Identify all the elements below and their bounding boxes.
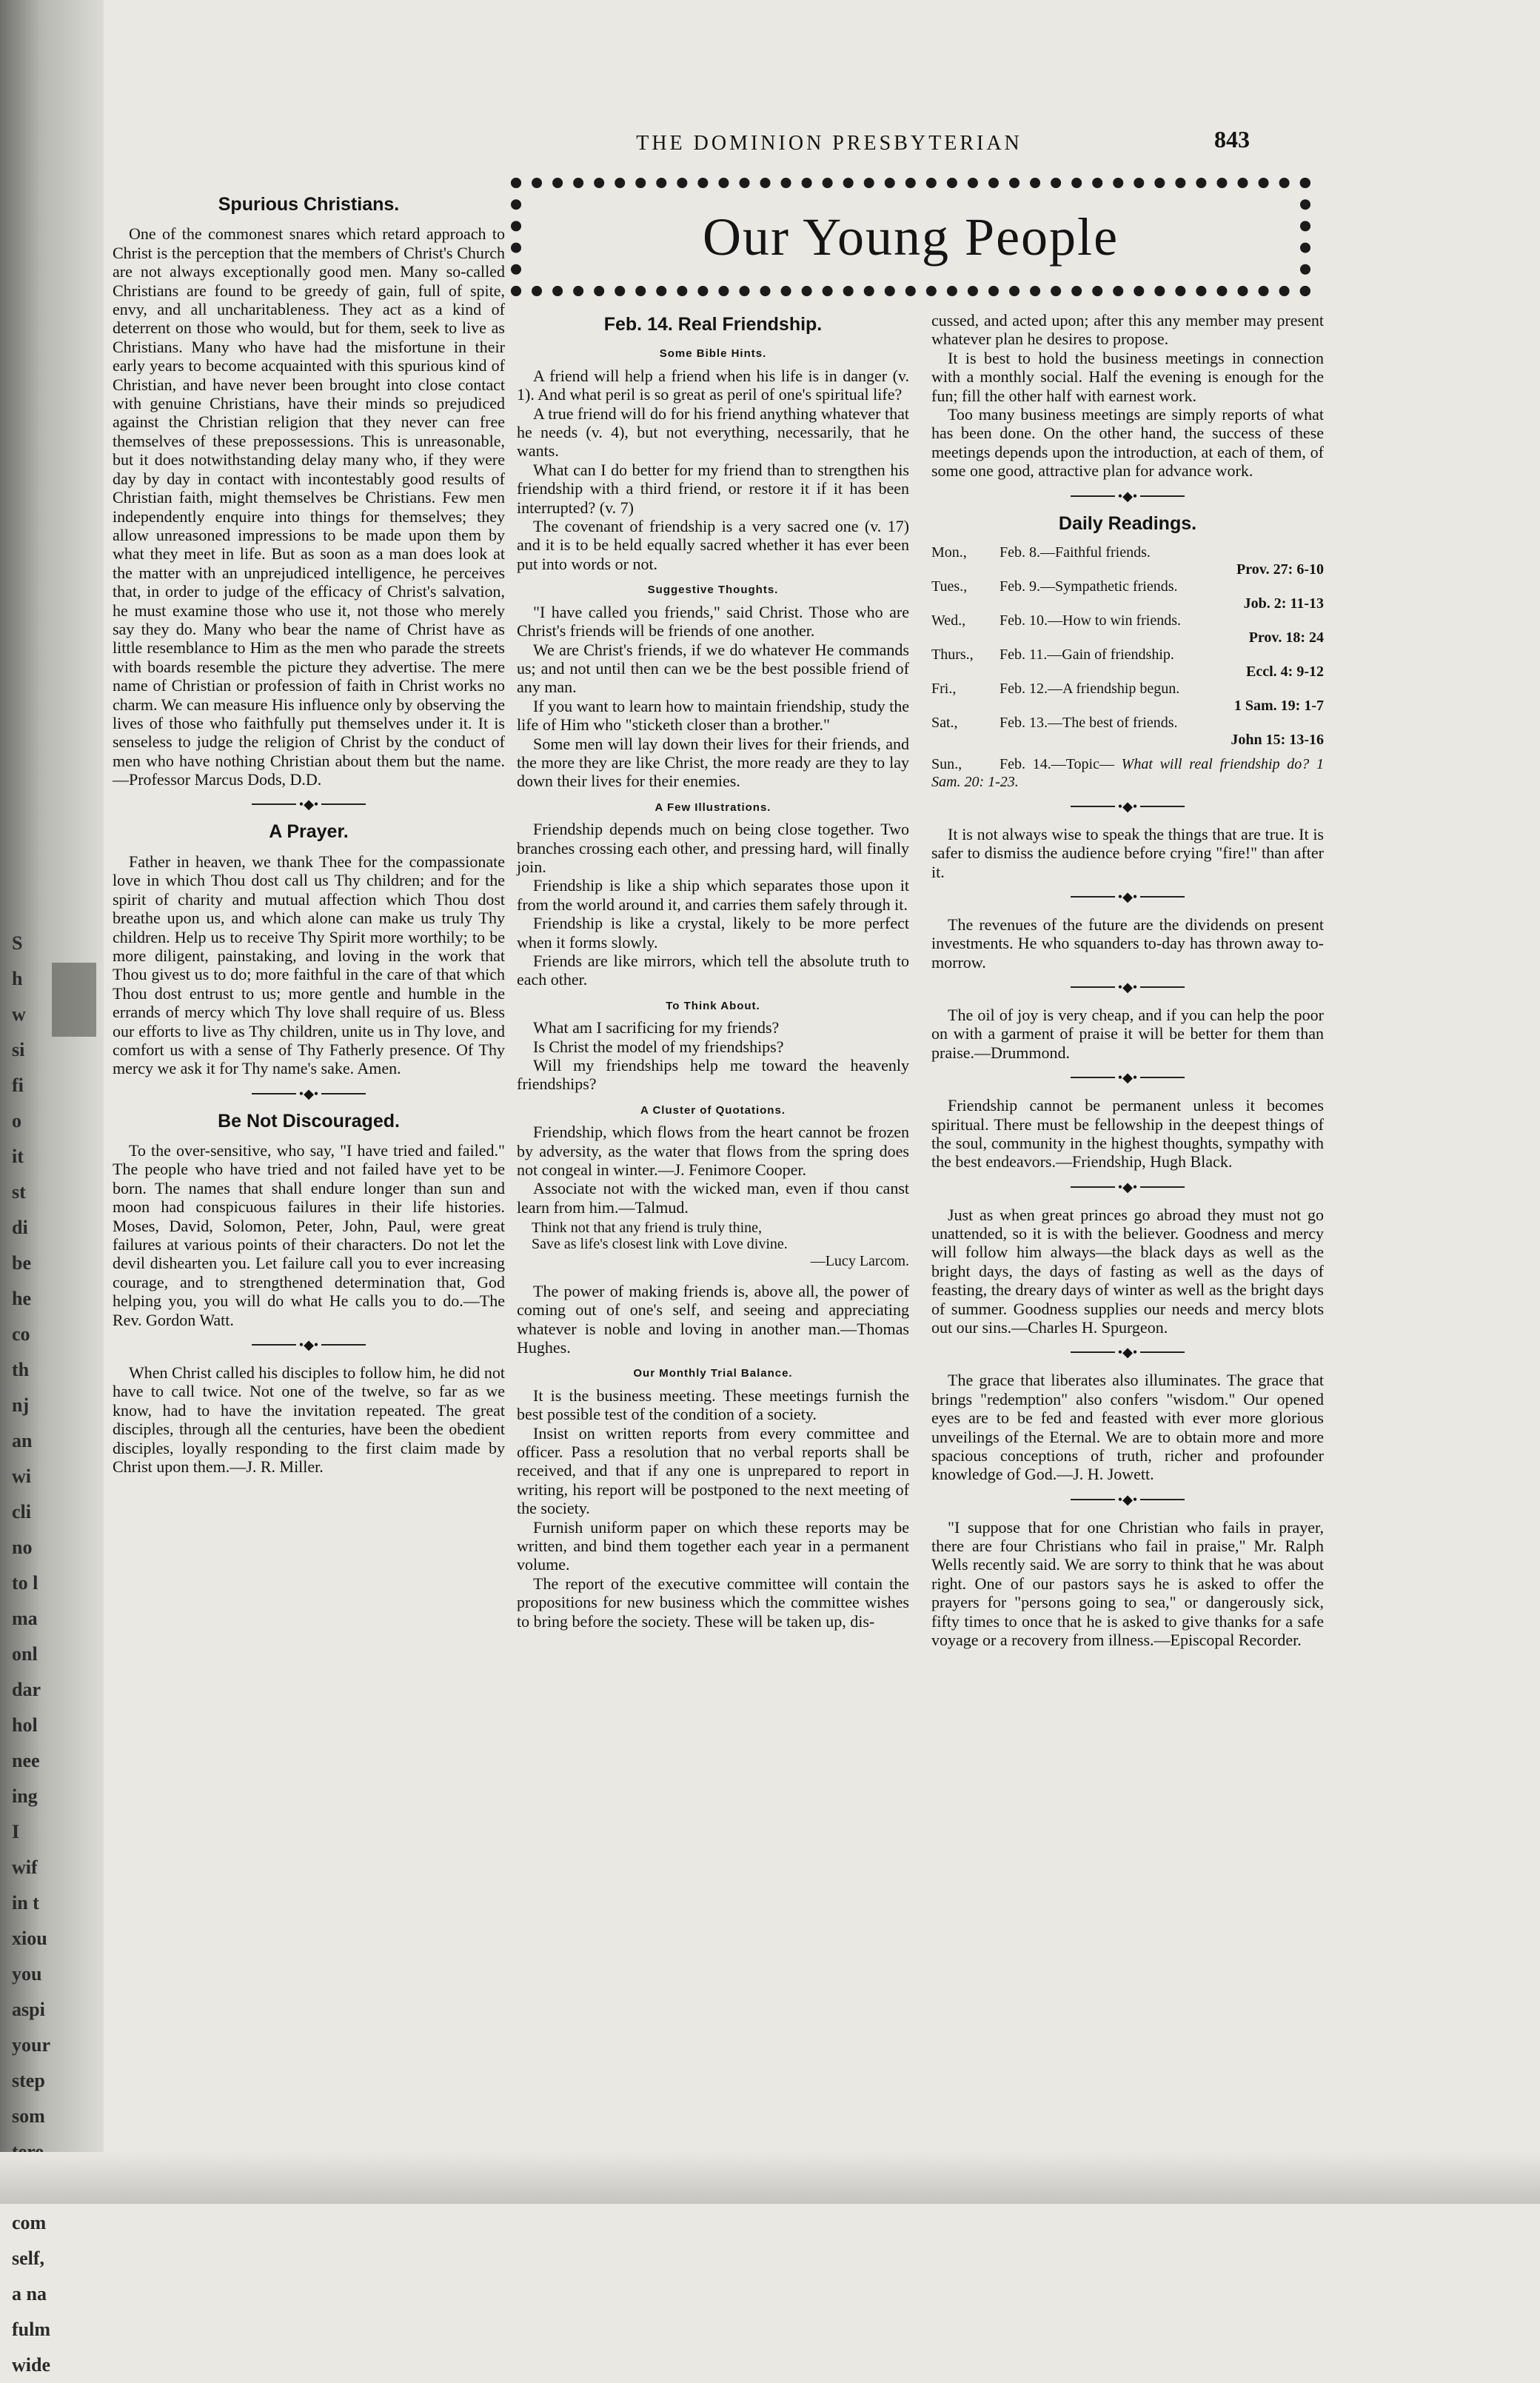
bleed-fragment: st (12, 1181, 26, 1203)
bleed-fragment: fulm (12, 2319, 50, 2340)
paragraph: "I suppose that for one Christian who fails in prayer, there are four Christians who fail in praise," Mr. Ralph Wells recently said. We are sorry to think that he was about right. One of our pastors says he is asked to offer the prayers for "persons going to sea," or dangerously sick, fifty times to once that he is asked to give thanks for a safe voyage or a recovery from illness.—Episcopal Recorder. (931, 1517, 1324, 1650)
reading-row-sunday (931, 755, 1324, 791)
bleed-fragment: h (12, 968, 23, 989)
reading-day: Wed., (931, 612, 966, 629)
paragraph: It is the business meeting. These meetings furnish the best possible test of the condition of a society. (517, 1386, 909, 1424)
bleed-fragment: your (12, 2034, 50, 2056)
reading-text: Feb. 10.—How to win friends. (1000, 612, 1181, 629)
bleed-fragment: hol (12, 1714, 38, 1736)
running-head: THE DOMINION PRESBYTERIAN (636, 132, 1022, 155)
reading-day: Mon., (931, 544, 967, 561)
paragraph: What am I sacrificing for my friends? (533, 1018, 780, 1037)
column-right (931, 311, 1324, 1649)
reading-row (931, 714, 1324, 732)
bleed-fragment: S (12, 932, 23, 954)
reading-text: Feb. 12.—A friendship begun. (1000, 680, 1180, 697)
article-body-spurious: One of the commonest snares which retard approach to Christ is the perception that the members of Christ's Church are not always exceptionally good men. Many so-called Christians are found to be greedy of gain, full of spite, envy, and all uncharitableness. They act as a kind of deterrent on those who would, but for them, seek to live as Christians. Many who have had the misfortune in their early years to become acquainted with this spurious kind of Christian, and have never been brought into close contact with genuine Christians, have their minds so prejudiced against the Christian religion that they never can free themselves of these prepossessions. This is unreasonable, but it does notwithstanding delay many who, if they were day by day in contact with incontestably good results of Christian faith, might themselves be Christians. Few men independently enquire into things for themselves; they allow unreasoned impressions to be made upon them by what they meet in life. But as soon as a man does look at the matter with an unprejudiced intelligence, he perceives that, in order to judge of the efficacy of Christ's salvation, he must examine those who use it, not those who merely say they do. Many who bear the name of Christ have as little resemblance to Him as the men who parade the streets with boards resemble the picture they advertise. The mere name of Christian or profession of faith in Christ works no charm. We can measure His influence only by observing the lives of those who faithfully put themselves under it. It is senseless to judge the religion of Christ by the conduct of men who have nothing Christian about them but the name.—Professor Marcus Dods, D.D. (113, 224, 505, 789)
bleed-fragment: it (12, 1146, 24, 1167)
column-middle (517, 311, 909, 1631)
verse-line: Save as life's closest link with Love divine. (532, 1236, 788, 1253)
subhead-hints: Some Bible Hints. (659, 347, 767, 361)
reading-row (931, 544, 1324, 561)
bleed-fragment: cli (12, 1501, 31, 1523)
lesson-title: Feb. 14. Real Friendship. (603, 314, 823, 335)
paragraph: Too many business meetings are simply reports of what has been done. On the other hand, the success of these meetings depends upon the introduction, at each of them, of some one good, attractive plan for advance work. (931, 405, 1324, 481)
reading-text: Feb. 11.—Gain of friendship. (1000, 646, 1174, 663)
bleed-fragment: a na (12, 2283, 47, 2305)
separator: •◆• (931, 889, 1324, 903)
paragraph: Friendship, which flows from the heart cannot be frozen by adversity, as the water that flows from the spring does not congeal in winter.—J. Fenimore Cooper. (517, 1123, 909, 1180)
paragraph: If you want to learn how to maintain friendship, study the life of Him who "sticketh closer than a brother." (517, 696, 909, 735)
verse-attribution: —Lucy Larcom. (810, 1253, 909, 1270)
paragraph: It is best to hold the business meetings in connection with a monthly social. Half the evening is enough for the fun; fill the other half with earnest work. (931, 348, 1324, 405)
paragraph: Friendship is like a crystal, likely to be more perfect when it forms slowly. (517, 914, 909, 952)
subhead-think: To Think About. (666, 999, 760, 1012)
article-body-discouraged: To the over-sensitive, who say, "I have tried and failed." The people who have tried and not failed have yet to be born. The names that shall endure longer than sun and moon had conspicuous failures in their life histories. Moses, David, Solomon, Peter, John, Paul, were great failures at various points of their characters. Do not let the devil dishearten you. Let failure call you to ever increasing courage, and to strengthened determination that, God helping you, you will do what He calls you to do.—The Rev. Gordon Watt. (113, 1141, 505, 1329)
daily-readings-list (931, 544, 1324, 748)
bleed-fragment: nee (12, 1750, 40, 1771)
reading-day: Fri., (931, 680, 957, 697)
paragraph: Just as when great princes go abroad they must not go unattended, so it is with the believer. Goodness and mercy will follow him always—the black days as well as the bright days, the days of fasting as well as the days of feasting, the dreary days of winter as well as the bright days of summer. Goodness supplies our needs and mercy blots out our sins.—Charles H. Spurgeon. (931, 1205, 1324, 1337)
reading-topic: What will real friendship do? (1121, 755, 1310, 772)
reading-text: Feb. 14.—Topic— (1000, 755, 1114, 772)
article-title-spurious: Spurious Christians. (218, 194, 400, 215)
paragraph: The report of the executive committee will contain the propositions for new business which the committee wishes to bring before the society. These will be taken up, dis- (517, 1574, 909, 1631)
separator: •◆• (931, 1491, 1324, 1506)
paragraph: Some men will lay down their lives for their friends, and the more they are like Christ, the more ready are they to lay down their lives for their enemies. (517, 734, 909, 791)
separator: •◆• (113, 1337, 505, 1351)
article-title-prayer: A Prayer. (269, 821, 349, 843)
reading-row (931, 646, 1324, 664)
paragraph: We are Christ's friends, if we do whatever He commands us; and not until then can we be the best possible friend of any man. (517, 640, 909, 697)
bleed-fragment: in t (12, 1892, 39, 1914)
paragraph: Furnish uniform paper on which these reports may be written, and bind them together each year in a permanent volume. (517, 1517, 909, 1574)
bleed-fragment: ma (12, 1608, 38, 1629)
reading-ref: Eccl. 4: 9-12 (1246, 663, 1324, 680)
reading-ref: Prov. 27: 6-10 (1236, 561, 1324, 578)
bleed-fragment: to l (12, 1572, 38, 1594)
reading-day: Thurs., (931, 646, 974, 663)
subhead-balance: Our Monthly Trial Balance. (633, 1367, 793, 1380)
separator: •◆• (931, 1344, 1324, 1359)
paragraph: The oil of joy is very cheap, and if you can help the poor on with a garment of praise it will be better for them than praise.—Drummond. (931, 1006, 1324, 1062)
reading-day: Sat., (931, 714, 958, 731)
reading-row (931, 612, 1324, 629)
reading-ref: 1 Sam. 19: 1-7 (1233, 697, 1324, 714)
bleed-fragment: you (12, 1963, 42, 1985)
paragraph: The covenant of friendship is a very sacred one (v. 17) and it is to be held equally sacred whether it has ever been put into words or not. (517, 517, 909, 573)
bleed-fragment: onl (12, 1643, 38, 1665)
bleed-fragment: step (12, 2070, 45, 2091)
reading-ref: John 15: 13-16 (1231, 731, 1324, 748)
paragraph: The revenues of the future are the dividends on present investments. He who squanders to-day has thrown away to-morrow. (931, 915, 1324, 972)
bleed-fragment: aspi (12, 1999, 45, 2020)
paragraph: Friendship depends much on being close together. Two branches crossing each other, and pressing hard, will finally join. (517, 820, 909, 876)
paragraph: What can I do better for my friend than to strengthen his friendship with a third friend, or restore it if it has been interrupted? (v. 7) (517, 460, 909, 517)
newspaper-page (111, 111, 1503, 2170)
verse-line: Think not that any friend is truly thine, (532, 1220, 763, 1237)
reading-ref: Prov. 18: 24 (1248, 629, 1324, 646)
bleed-fragment: o (12, 1110, 21, 1132)
paragraph: Friendship is like a ship which separates those upon it from the world around it, and carries them safely through it. (517, 876, 909, 914)
reading-row (931, 578, 1324, 595)
reading-ref: Job. 2: 11-13 (1243, 595, 1324, 612)
bleed-fragment: wi (12, 1465, 31, 1487)
paragraph: "I have called you friends," said Christ. Those who are Christ's friends will be friends of one another. (517, 602, 909, 641)
bleed-fragment: I (12, 1821, 20, 1842)
separator: •◆• (931, 798, 1324, 813)
bleed-fragment: an (12, 1430, 33, 1451)
page-number: 843 (1214, 126, 1250, 153)
paragraph: Associate not with the wicked man, even if thou canst learn from him.—Talmud. (517, 1179, 909, 1217)
subhead-quotations: A Cluster of Quotations. (640, 1103, 786, 1117)
verse-quote (532, 1220, 909, 1252)
article-body-prayer: Father in heaven, we thank Thee for the compassionate love in which Thou dost call us Thy children; and for the spirit of charity and mutual affection which Thou dost breathe upon us, and which alone can make us truly Thy children. Help us to receive Thy Spirit more worthily; to be more diligent, painstaking, and loving in the work that Thou givest us to do; more faithful in the care of that which Thou dost entrust to us; more gentle and humble in the errands of mercy which Thy love shall require of us. Bless our efforts to live as Thy children, unite us in Thy love, and comfort us with a sense of Thy Fatherly presence. Of Thy mercy we ask it for Thy name's sake. Amen. (113, 852, 505, 1078)
separator: •◆• (931, 1179, 1324, 1194)
bleed-fragment: si (12, 1039, 25, 1060)
reading-day: Tues., (931, 578, 968, 595)
separator: •◆• (113, 797, 505, 812)
reading-ref: 1 Sam. 20: 1-23. (931, 755, 1324, 790)
paragraph: Will my friendships help me toward the heavenly friendships? (517, 1056, 909, 1094)
reading-day: Sun., (931, 755, 962, 772)
reading-row (931, 680, 1324, 698)
paragraph: The grace that liberates also illuminates. The grace that brings "redemption" also confers "wisdom." Our opened eyes are to be fed and feasted with ever more glorious unveilings of the Eternal. We are to obtain more and more spacious conceptions of truth, richer and profounder knowledge of God.—J. H. Jowett. (931, 1371, 1324, 1484)
reading-text: Feb. 8.—Faithful friends. (1000, 544, 1151, 561)
bleed-fragment: co (12, 1323, 30, 1345)
bleed-fragment: w (12, 1003, 26, 1025)
paragraph: Friendship cannot be permanent unless it becomes spiritual. There must be fellowship in the deepest things of the soul, community in the highest thoughts, sympathy with the best endeavors.—Friendship, Hugh Black. (931, 1096, 1324, 1172)
bleed-fragment: di (12, 1217, 28, 1238)
paragraph: cussed, and acted upon; after this any member may present whatever plan he desires to propose. (931, 311, 1324, 349)
paragraph: Is Christ the model of my friendships? (533, 1037, 784, 1056)
paragraph: The power of making friends is, above all, the power of coming out of one's self, and seeing and appreciating whatever is noble and loving in another man.—Thomas Hughes. (517, 1281, 909, 1357)
bleed-fragment: th (12, 1359, 30, 1380)
paragraph: It is not always wise to speak the things that are true. It is safer to dismiss the audience before crying "fire!" than after it. (931, 824, 1324, 881)
article-title-discouraged: Be Not Discouraged. (218, 1110, 400, 1132)
bleed-fragment: som (12, 2105, 45, 2127)
bleed-fragment: com (12, 2212, 47, 2233)
daily-readings-title: Daily Readings. (1058, 512, 1197, 534)
paragraph: Friends are like mirrors, which tell the absolute truth to each other. (517, 952, 909, 989)
column-left (113, 191, 505, 1476)
reading-text: Feb. 13.—The best of friends. (1000, 714, 1178, 731)
bleed-fragment: wide (12, 2354, 50, 2376)
subhead-illustrations: A Few Illustrations. (654, 801, 771, 814)
separator: •◆• (931, 979, 1324, 994)
separator: •◆• (931, 488, 1324, 503)
separator: •◆• (931, 1069, 1324, 1084)
separator: •◆• (113, 1086, 505, 1100)
bleed-fragment: fi (12, 1074, 24, 1096)
bleed-fragment: self, (12, 2247, 45, 2269)
paragraph: A true friend will do for his friend anything whatever that he needs (v. 4), but not everything, necessarily, that he wants. (517, 404, 909, 461)
paragraph: A friend will help a friend when his life is in danger (v. 1). And what peril is so great as peril of one's spiritual life? (517, 366, 909, 404)
section-banner (511, 178, 1310, 296)
subhead-thoughts: Suggestive Thoughts. (647, 584, 779, 597)
article-body-miller: When Christ called his disciples to follow him, he did not have to call twice. Not one of the twelve, so far as we know, had to have the invitation repeated. The great disciples, through all the centuries, have been the obedient disciples, loyally responding to the first claim made by Christ upon them.—J. R. Miller. (113, 1363, 505, 1476)
bleed-fragment: no (12, 1537, 33, 1558)
paragraph: Insist on written reports from every committee and officer. Pass a resolution that no verbal reports shall be received, and that if any one is unprepared to report in writing, his report will be postponed to the next meeting of the society. (517, 1423, 909, 1518)
bleed-fragment: ing (12, 1785, 38, 1807)
reading-text: Feb. 9.—Sympathetic friends. (1000, 578, 1178, 595)
bleed-fragment: nj (12, 1394, 30, 1416)
bleed-fragment: xiou (12, 1928, 47, 1949)
bleed-fragment: he (12, 1288, 31, 1309)
bleed-fragment: dar (12, 1679, 41, 1700)
bleed-fragment: wif (12, 1856, 38, 1878)
bleed-fragment: be (12, 1252, 31, 1274)
banner-title: Our Young People (702, 207, 1119, 267)
